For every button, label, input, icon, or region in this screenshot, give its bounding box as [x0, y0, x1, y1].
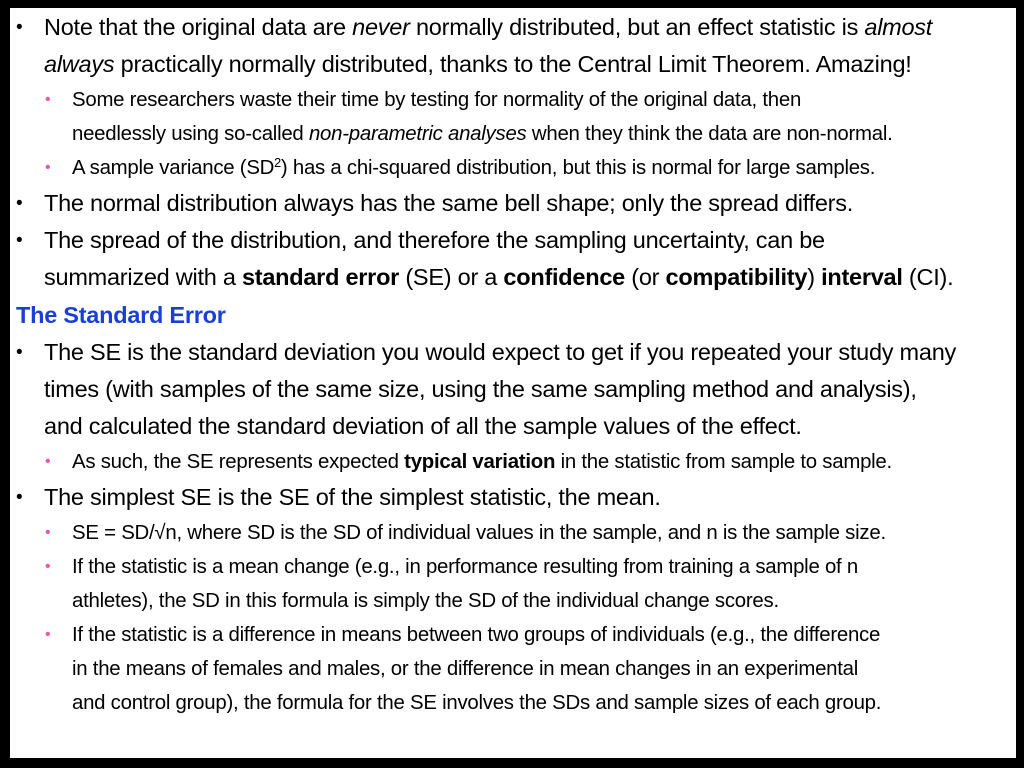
bullet-line: The normal distribution always has the same bell shape; only the spread differs.	[44, 190, 854, 216]
bullet-dot: •	[45, 524, 51, 541]
bullet-line	[72, 117, 1016, 151]
superscript: 2	[274, 156, 281, 171]
text-bold: interval	[821, 264, 903, 290]
bullet-simplest-se	[10, 479, 1016, 516]
text: A sample variance (SD	[72, 157, 275, 179]
bullet-line: If the statistic is a difference in means between two groups of individuals (e.g., the difference	[72, 624, 881, 646]
text: Note that the original data are	[44, 14, 353, 40]
text: )	[807, 264, 822, 290]
text: practically normally distributed, thanks to the Central Limit Theorem. Amazing!	[114, 51, 912, 77]
bullet-spread	[10, 222, 1016, 296]
sub-bullet-normality-testing	[10, 83, 1016, 151]
bullet-dot: •	[45, 91, 51, 108]
bullet-line	[44, 9, 1016, 46]
slide	[10, 8, 1016, 758]
sub-bullet-typical-variation	[10, 445, 1016, 479]
bullet-line: in the means of females and males, or the difference in mean changes in an experimental	[72, 658, 859, 680]
bullet-line	[44, 46, 1016, 83]
text-italic: always	[44, 51, 115, 77]
bullet-line: If the statistic is a mean change (e.g., in performance resulting from training a sample of n	[72, 556, 858, 578]
bullet-se-definition	[10, 334, 1016, 445]
bullet-dot: •	[45, 159, 51, 176]
bullet-clt	[10, 9, 1016, 83]
text-bold: standard error	[241, 264, 400, 290]
slide-content	[10, 9, 1016, 720]
bullet-dot: •	[16, 487, 23, 508]
bullet-line: times (with samples of the same size, using the same sampling method and analysis),	[44, 376, 917, 402]
bullet-line	[44, 259, 1016, 296]
bullet-line: Some researchers waste their time by testing for normality of the original data, then	[72, 89, 802, 111]
bullet-bell-shape	[10, 185, 1016, 222]
sub-bullet-mean-change	[10, 550, 1016, 618]
bullet-line	[72, 151, 1016, 185]
text-bold: confidence	[503, 264, 625, 290]
section-heading: The Standard Error	[16, 302, 226, 328]
text: ) has a chi-squared distribution, but this is normal for large samples.	[280, 157, 876, 179]
bullet-line	[72, 445, 1016, 479]
bullet-dot: •	[16, 17, 23, 38]
bullet-dot: •	[45, 453, 51, 470]
bullet-dot: •	[16, 193, 23, 214]
text-italic: almost	[864, 14, 933, 40]
text: in the statistic from sample to sample.	[555, 451, 892, 473]
bullet-line: and control group), the formula for the SE involves the SDs and sample sizes of each group.	[72, 692, 882, 714]
bullet-line: athletes), the SD in this formula is simply the SD of the individual change scores.	[72, 590, 779, 612]
text: needlessly using so-called	[72, 123, 309, 145]
text-bold: compatibility	[665, 264, 808, 290]
text-bold: typical variation	[404, 451, 556, 473]
bullet-line: SE = SD/√n, where SD is the SD of individual values in the sample, and n is the sample size.	[72, 522, 886, 544]
text: normally distributed, but an effect statistic is	[409, 14, 865, 40]
text: (CI).	[902, 264, 954, 290]
bullet-line: The spread of the distribution, and therefore the sampling uncertainty, can be	[44, 227, 825, 253]
sub-bullet-se-formula	[10, 516, 1016, 550]
bullet-dot: •	[16, 342, 23, 363]
sub-bullet-sample-variance	[10, 151, 1016, 185]
bullet-dot: •	[45, 558, 51, 575]
text-italic: never	[352, 14, 410, 40]
text: As such, the SE represents expected	[72, 451, 405, 473]
bullet-line: The SE is the standard deviation you would expect to get if you repeated your study many	[44, 339, 957, 365]
bullet-line: The simplest SE is the SE of the simplest statistic, the mean.	[44, 484, 661, 510]
text: (or	[624, 264, 666, 290]
bullet-dot: •	[16, 230, 23, 251]
bullet-dot: •	[45, 626, 51, 643]
text: when they think the data are non-normal.	[526, 123, 893, 145]
text: summarized with a	[44, 264, 242, 290]
sub-bullet-difference-means	[10, 618, 1016, 720]
text: (SE) or a	[399, 264, 504, 290]
bullet-line: and calculated the standard deviation of all the sample values of the effect.	[44, 413, 802, 439]
text-italic: non-parametric analyses	[308, 123, 527, 145]
